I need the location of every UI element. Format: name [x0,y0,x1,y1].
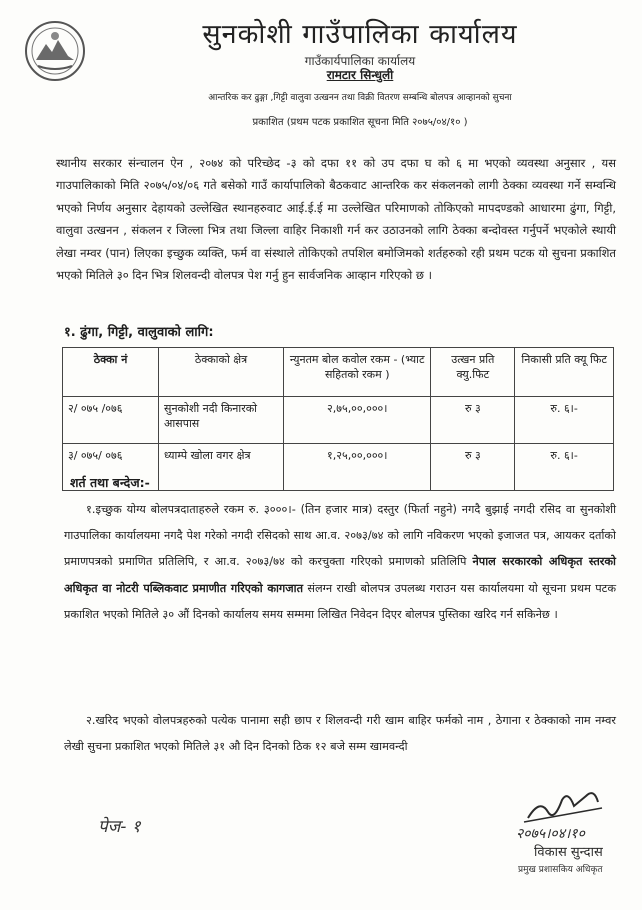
municipality-logo-icon [24,20,86,82]
signature-designation: प्रमुख प्रशासकिय अधिकृत [518,865,603,875]
table-header-cell: न्युनतम बोल कवोल रकम - (भ्याट सहितको रकम ) [284,348,431,397]
table-cell: १,२५,००,०००। [284,444,431,491]
signature-date: २०७५।०४।१० [516,826,585,842]
signature-name: विकास सुन्दास [534,845,603,860]
table-cell: रु. ६।- [515,444,614,491]
signature-stamp [498,778,628,878]
condition-1-bold: नेपाल सरकारको अधिकृत स्तरको अधिकृत वा नोटरी पब्लिकवाट प्रमाणीत गरिएको कागजात [64,555,616,595]
page-number: पेज- १ [98,817,141,837]
table-row [63,397,614,444]
office-subtitle: गाउँकार्यपालिका कार्यालय [304,54,416,68]
notice-subject: आन्तरिक कर ढुङ्गा ,गिट्टी वालुवा उत्खनन तथा विक्री वितरण सम्बन्धि बोलपत्र आव्हानको सुचना [208,93,512,103]
table-header-cell: निकासी प्रति क्यू फिट [515,348,614,397]
section-1-title: १. ढुंगा, गिट्टी, वालुवाको लागि: [64,325,214,340]
table-cell: रु. ६।- [515,397,614,444]
table-cell: रु ३ [431,444,515,491]
table-cell: सुनकोशी नदी किनारको आसपास [159,397,284,444]
office-address: रामटार सिन्धुली [326,68,394,82]
table-header-cell: उत्खन प्रति क्यु.फिट [431,348,515,397]
intro-paragraph: स्थानीय सरकार संन्चालन ऐन , २०७४ को परिच्छेद -३ को दफा ११ को उप दफा घ को ६ मा भएको व्यवस्था अनुसार , यस गाउपालिकाको मिति २०७५/०४/०६ गते बसेको गाउँ कार्यापालिको बैठकवाट आन्तरिक कर संकलनको लागी ठेक्का व्यवस्था गर्ने सम्वन्धि भएको निर्णय अनुसार देहायको उल्लेखित स्थानहरुवाट आई.ई.ई मा उल्लेखित परिमाणको तोकिएको मापदण्डको आधारमा ढुंगा, गिट्टी, वालुवा उत्खनन , संकलन र जिल्ला भित्र तथा जिल्ला वाहिर निकाशी गर्न कर उठाउनको लागि ठेक्का बन्दोवस्त गर्नुपर्ने भएकोले स्थायी लेखा नम्वर (पान) लिएका इच्छुक व्यक्ति, फर्म वा संस्थाले तोकिएको तपशिल बमोजिमको शर्तहरुको रही प्रथम पटक यो सुचना प्रकाशित भएको मितिले ३० दिन भित्र शिलवन्दी वोलपत्र पेश गर्नु हुन सार्वजनिक आव्हान गरिएको छ । [56,156,616,283]
table-cell: २/ ०७५ /०७६ [63,397,159,444]
table-cell: २,७५,००,०००। [284,397,431,444]
table-cell: रु ३ [431,397,515,444]
tender-table [62,347,614,491]
condition-2: २.खरिद भएको वोलपत्रहरुको पत्येक पानामा सही छाप र शिलवन्दी गरी खाम बाहिर फर्मको नाम , ठेगाना र ठेक्काको नाम नम्वर लेखी सुचना प्रकाशित भएको मितिले ३१ औ दिन दिनको ठिक १२ बजे सम्म खामवन्दी [64,714,616,754]
table-cell: ३/ ०७५/ ०७६ [63,444,159,491]
table-header-cell: ठेक्काको क्षेत्र [159,348,284,397]
conditions-title: शर्त तथा बन्देज:- [70,475,150,490]
published-date: प्रकाशित (प्रथम पटक प्रकाशित सूचना मिति २०७५/०४/१० ) [252,117,468,128]
table-header-cell: ठेक्का नं [63,348,159,397]
table-header-row [63,348,614,397]
condition-1: १.इच्छुक योग्य बोलपत्रदाताहरुले रकम रु. ३०००।- (तिन हजार मात्र) दस्तुर (फिर्ता नहुने) नगदै बुझाई नगदी रसिद वा सुनकोशी गाउपालिका कार्यालयमा नगदै पेश गरेको नगदी रसिदको साथ आ.व. २०७३/७४ को लागि नविकरण भएको इजाजत पत्र, आयकर दर्ताको प्रमाणपत्रको प्रमाणित प्रतिलिपि, र आ.व. २०७३/७४ को करचुक्ता गरिएको प्रमाणको प्रतिलिपि नेपाल सरकारको अधिकृत स्तरको अधिकृत वा नोटरी पब्लिकवाट प्रमाणीत गरिएको कागजात संलग्न राखी बोलपत्र उपलब्ध गराउन यस कार्यालयमा यो सूचना प्रथम पटक प्रकाशित भएको मितिले ३० औं दिनको कार्यालय समय सम्ममा लिखित निवेदन दिएर बोलपत्र पुस्तिका खरिद गर्न सकिनेछ । [64,503,616,621]
office-title: सुनकोशी गाउँपालिका कार्यालय [202,19,518,50]
table-cell: ध्याम्पे खोला वगर क्षेत्र [159,444,284,491]
